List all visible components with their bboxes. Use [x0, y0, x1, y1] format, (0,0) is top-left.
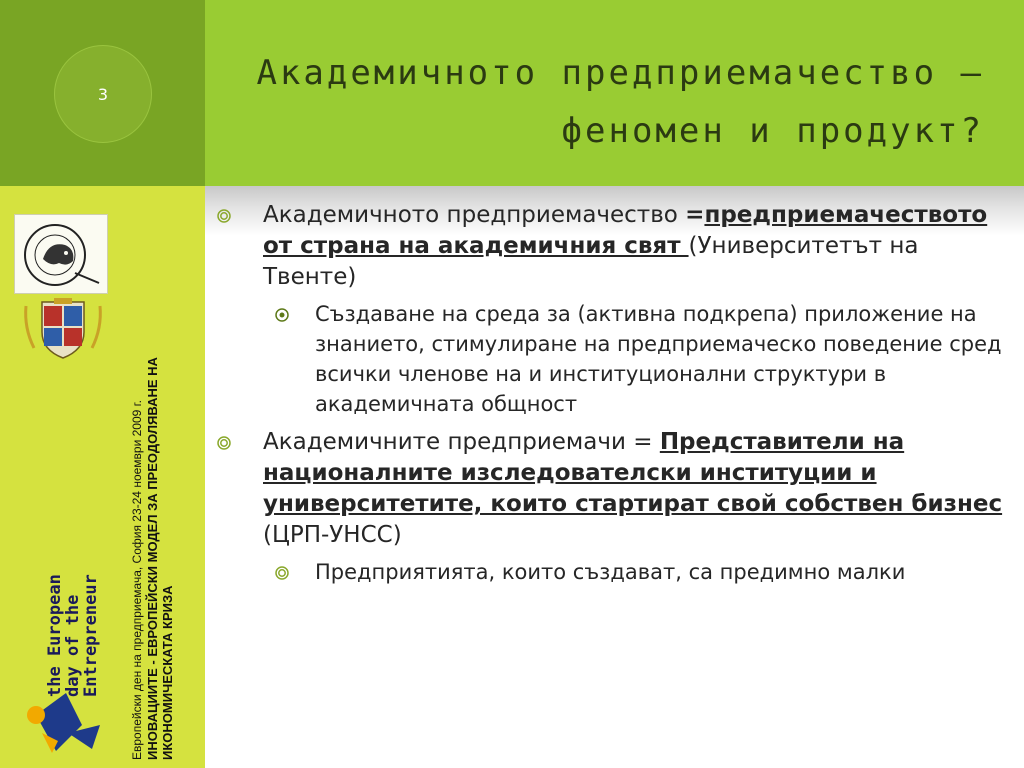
- bullet-item-2: [205, 427, 1005, 551]
- slide-number: 3: [97, 84, 109, 104]
- sub-item-1: [205, 299, 1005, 419]
- svg-text:day of the: day of the: [63, 594, 83, 697]
- club-logo: [14, 214, 108, 294]
- bullet-ring-icon: [217, 209, 231, 223]
- sub-item-1-text: Създаване на среда за (активна подкрепа) приложение на знанието, стимулиране на предприемаческо поведение сред всички членове на и институционални структури в академичната общност: [315, 302, 1002, 416]
- bullet-item-1: [205, 200, 1005, 293]
- item2-prefix: Академичните предприемачи =: [263, 429, 660, 455]
- sidebar-caption: [130, 300, 190, 760]
- caption-theme-line: ИНОВАЦИИТЕ - ЕВРОПЕЙСКИ МОДЕЛ ЗА ПРЕОДОЛЯВАНЕ НА: [145, 357, 160, 760]
- title-line-2: феномен и продукт?: [561, 111, 984, 151]
- slide-number-block: [0, 0, 205, 186]
- item1-source: (Университетът на Твенте): [263, 233, 919, 290]
- sub-item-2-text: Предприятията, които създават, са предимно малки: [315, 560, 906, 584]
- bullet-ring-icon: [275, 308, 289, 322]
- slide-number-circle: [54, 45, 152, 143]
- bullet-ring-icon: [275, 566, 289, 580]
- title-line-1: Академичното предприемачество –: [256, 53, 984, 93]
- slide-content: [205, 200, 1005, 587]
- left-panel: [0, 0, 205, 768]
- item2-definition: Представители на националните изследователски институции и университетите, които стартират свой собствен бизнес: [263, 429, 1003, 517]
- svg-text:the European: the European: [45, 574, 65, 697]
- caption-event-line: Европейски ден на предприемача, София 23-24 ноември 2009 г.: [130, 400, 144, 760]
- slide-title: [224, 44, 984, 160]
- item1-definition: предприемачеството от страна на академичния свят: [263, 202, 988, 259]
- item1-prefix: Академичното предприемачество: [263, 202, 686, 228]
- bullet-ring-icon: [217, 436, 231, 450]
- title-area: [205, 0, 1024, 186]
- european-day-logo: [22, 565, 108, 755]
- coat-of-arms-logo: [20, 298, 106, 360]
- svg-text:Entrepreneur: Entrepreneur: [81, 574, 101, 697]
- item2-source: (ЦРП-УНСС): [263, 522, 402, 548]
- caption-theme-line-2: ИКОНОМИЧЕСКАТА КРИЗА: [160, 585, 175, 760]
- sub-item-2: [205, 557, 1005, 587]
- item1-equals: =: [685, 202, 705, 228]
